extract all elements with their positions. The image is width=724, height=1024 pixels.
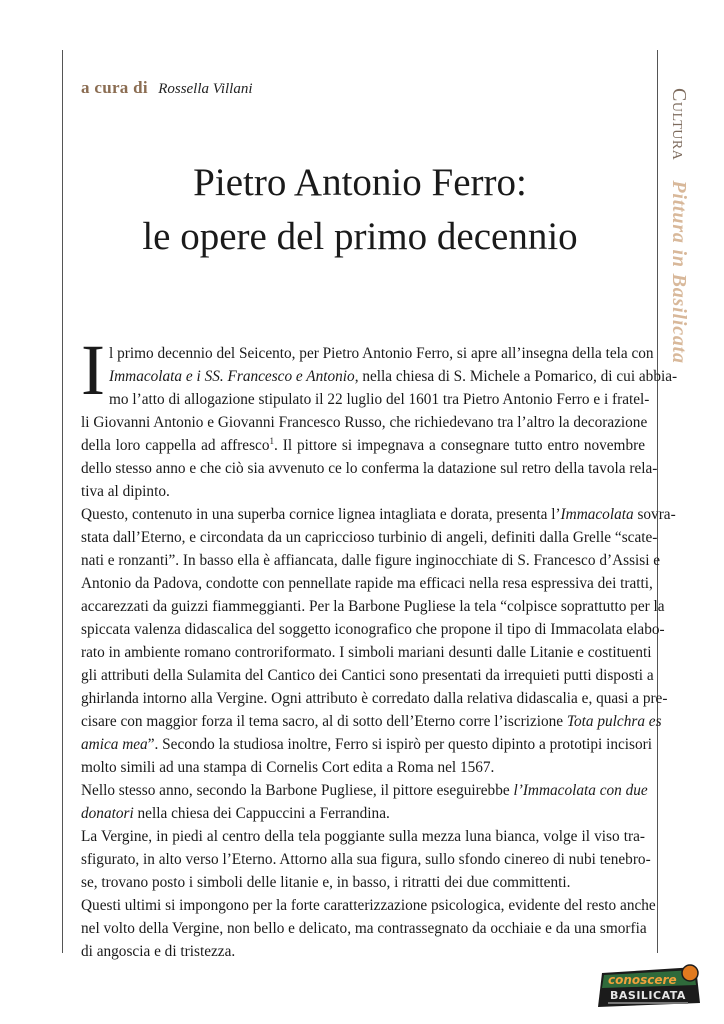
byline xyxy=(81,78,253,98)
text-line: molto simili ad una stampa di Cornelis Cort edita a Roma nel 1567. xyxy=(81,759,495,776)
side-section-label xyxy=(667,88,690,364)
title-line-2: le opere del primo decennio xyxy=(142,215,578,258)
article-title xyxy=(70,156,650,264)
logo-ball xyxy=(682,965,698,981)
text-line: stata dall’Eterno, e circondata da un capriccioso turbinio di angeli, definiti dalla Grelle “scate- xyxy=(81,529,658,546)
text-line: amica mea”. Secondo la studiosa inoltre, Ferro si ispirò per questo dipinto a prototipi incisori xyxy=(81,736,652,753)
drop-cap: I xyxy=(81,330,105,410)
logo-text-top: conoscere xyxy=(608,973,677,987)
title-line-1: Pietro Antonio Ferro: xyxy=(193,161,527,204)
text-line: dello stesso anno e che ciò sia avvenuto ce lo conferma la datazione sul retro della tavola rela- xyxy=(81,460,658,477)
text-line: Questi ultimi si impongono per la forte caratterizzazione psicologica, evidente del resto anche xyxy=(81,897,656,914)
text-line: La Vergine, in piedi al centro della tela poggiante sulla mezza luna bianca, volge il viso tra- xyxy=(81,828,645,845)
left-margin-rule xyxy=(62,50,63,953)
text-line: mo l’atto di allogazione stipulato il 22 luglio del 1601 tra Pietro Antonio Ferro e i fratel- xyxy=(109,391,650,408)
right-margin-rule xyxy=(657,50,658,953)
byline-label: a cura di xyxy=(81,78,148,97)
text-line: nel volto della Vergine, non bello e delicato, ma contrassegnato da occhiaie e da una smorfia xyxy=(81,920,647,937)
text-line: li Giovanni Antonio e Giovanni Francesco Russo, che richiedevano tra l’altro la decorazione xyxy=(81,414,648,431)
text-line: spiccata valenza didascalica del soggetto iconografico che propone il tipo di Immacolata elabo- xyxy=(81,621,665,638)
text-line: accarezzati da guizzi fiammeggianti. Per la Barbone Pugliese la tela “colpisce soprattutto per la xyxy=(81,598,665,615)
text-line: Questo, contenuto in una superba cornice lignea intagliata e dorata, presenta l’Immacolata sovra- xyxy=(81,506,676,523)
text-line: Antonio da Padova, condotte con pennellate rapide ma efficaci nella resa espressiva dei tratti, xyxy=(81,575,653,592)
logo-text-bottom: BASILICATA xyxy=(610,989,686,1002)
conoscere-basilicata-logo xyxy=(596,963,704,1009)
text-line: ghirlanda intorno alla Vergine. Ogni attributo è corredato dalla relativa didascalia e, quasi a pre- xyxy=(81,690,668,707)
text-line: gli attributi della Sulamita del Cantico dei Cantici sono presentati da irrequieti putti disposti a xyxy=(81,667,654,684)
text-line: tiva al dipinto. xyxy=(81,483,170,500)
text-line: di angoscia e di tristezza. xyxy=(81,943,236,960)
text-line: se, trovano posto i simboli delle litanie e, in basso, i ritratti dei due committenti. xyxy=(81,874,571,891)
text-line: Nello stesso anno, secondo la Barbone Pugliese, il pittore eseguirebbe l’Immacolata con due xyxy=(81,782,648,799)
text-line: sfigurato, in alto verso l’Eterno. Attorno alla sua figura, sullo sfondo cinereo di nubi tenebro- xyxy=(81,851,651,868)
section-name: Cultura xyxy=(668,88,690,161)
text-line: cisare con maggior forza il tema sacro, al di sotto dell’Eterno corre l’iscrizione Tota pulchra es xyxy=(81,713,662,730)
footnote-marker: 1 xyxy=(269,435,274,446)
text-line: della loro cappella ad affresco$^1$. Il pittore si impegnava a consegnare tutto entro novembre xyxy=(81,435,645,454)
text-line: nati e ronzanti”. In basso ella è affiancata, dalle figure inginocchiate di S. Francesco d’Assisi e xyxy=(81,552,661,569)
subsection-name: Pittura in Basilicata xyxy=(668,180,690,364)
logo-tagline-bar xyxy=(608,1002,688,1004)
text-line: donatori nella chiesa dei Cappuccini a Ferrandina. xyxy=(81,805,390,822)
text-line: Immacolata e i SS. Francesco e Antonio, nella chiesa di S. Michele a Pomarico, di cui abbia- xyxy=(109,368,678,385)
text-line: l primo decennio del Seicento, per Pietro Antonio Ferro, si apre all’insegna della tela con xyxy=(109,345,654,362)
byline-author: Rossella Villani xyxy=(158,81,253,97)
text-line: rato in ambiente romano controriformato. I simboli mariani desunti dalle Litanie e costituenti xyxy=(81,644,652,661)
